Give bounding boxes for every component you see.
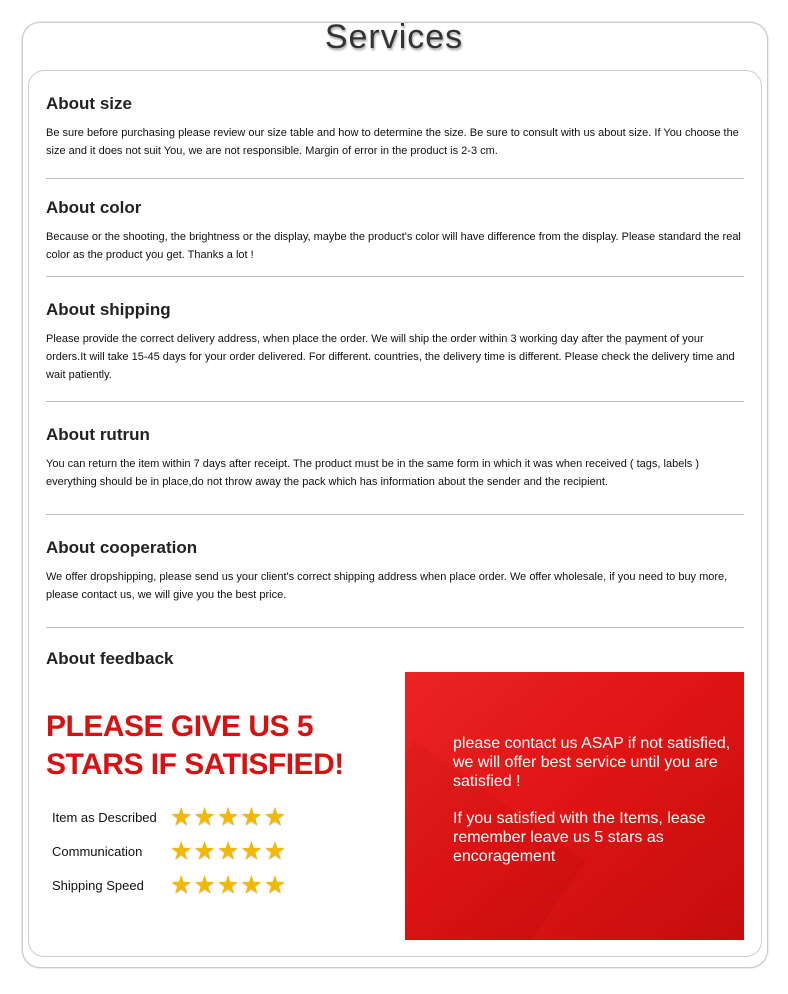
star-rating xyxy=(170,805,286,829)
contact-message-line-2: If you satisfied with the Items, lease remember leave us 5 stars as encoragement xyxy=(453,810,706,865)
rating-label: Item as Described xyxy=(52,809,157,825)
contact-message xyxy=(453,734,743,884)
section-title: About rutrun xyxy=(46,425,150,444)
divider xyxy=(46,514,744,515)
rating-label: Shipping Speed xyxy=(52,877,144,893)
star-icon: ★ xyxy=(193,803,216,831)
star-rating xyxy=(170,873,286,897)
divider xyxy=(46,178,744,179)
section-shipping xyxy=(46,300,746,384)
star-icon: ★ xyxy=(170,837,193,865)
section-title: About size xyxy=(46,94,132,113)
divider xyxy=(46,627,744,628)
rating-row-item-as-described xyxy=(52,805,286,829)
contact-message-line-1: please contact us ASAP if not satisfied, we will offer best service until you are satisfied ! xyxy=(453,735,731,790)
section-size xyxy=(46,94,746,160)
star-icon: ★ xyxy=(193,871,216,899)
divider xyxy=(46,276,744,277)
section-color xyxy=(46,198,746,264)
page-title: Services xyxy=(324,18,464,56)
star-icon: ★ xyxy=(263,837,287,865)
star-icon: ★ xyxy=(240,803,263,831)
star-icon: ★ xyxy=(263,871,287,899)
section-body: Please provide the correct delivery address, when place the order. We will ship the order within 3 working day after the payment of your orders.It will take 15-45 days for your order delivered. For different. countries, the delivery time is different. Please check the delivery time and wait patiently. xyxy=(46,333,735,381)
section-body: You can return the item within 7 days after receipt. The product must be in the same form in which it was when received ( tags, labels ) everything should be in place,do not throw away the pack which has information about the sender and the recipient. xyxy=(46,458,699,488)
rating-row-communication xyxy=(52,839,286,863)
star-icon: ★ xyxy=(240,837,263,865)
star-icon: ★ xyxy=(193,837,216,865)
divider xyxy=(46,401,744,402)
section-body: Be sure before purchasing please review our size table and how to determine the size. Be sure to consult with us about size. If You choose the size and it does not suit You, we are not responsible. Margin of error in the product is 2-3 cm. xyxy=(46,127,739,157)
rating-label: Communication xyxy=(52,843,143,859)
star-icon: ★ xyxy=(170,871,193,899)
red-gift-box-image xyxy=(405,672,744,940)
section-feedback xyxy=(46,649,746,669)
star-icon: ★ xyxy=(216,871,240,899)
star-icon: ★ xyxy=(170,803,193,831)
section-cooperation xyxy=(46,538,746,604)
section-title: About shipping xyxy=(46,300,171,319)
section-title: About cooperation xyxy=(46,538,198,557)
star-icon: ★ xyxy=(216,837,240,865)
section-body: We offer dropshipping, please send us your client's correct shipping address when place order. We offer wholesale, if you need to buy more, please contact us, we will give you the best price. xyxy=(46,571,728,601)
star-rating xyxy=(170,839,286,863)
section-title: About feedback xyxy=(46,649,174,668)
section-body: Because or the shooting, the brightness or the display, maybe the product's color will have difference from the display. Please standard the real color as the product you get. Thanks a lot ! xyxy=(46,231,741,261)
five-star-request-text: PLEASE GIVE US 5 STARS IF SATISFIED! xyxy=(46,710,344,781)
star-icon: ★ xyxy=(216,803,240,831)
section-title: About color xyxy=(46,198,142,217)
section-return xyxy=(46,425,746,491)
rating-row-shipping-speed xyxy=(52,873,286,897)
star-icon: ★ xyxy=(240,871,263,899)
star-icon: ★ xyxy=(263,803,287,831)
